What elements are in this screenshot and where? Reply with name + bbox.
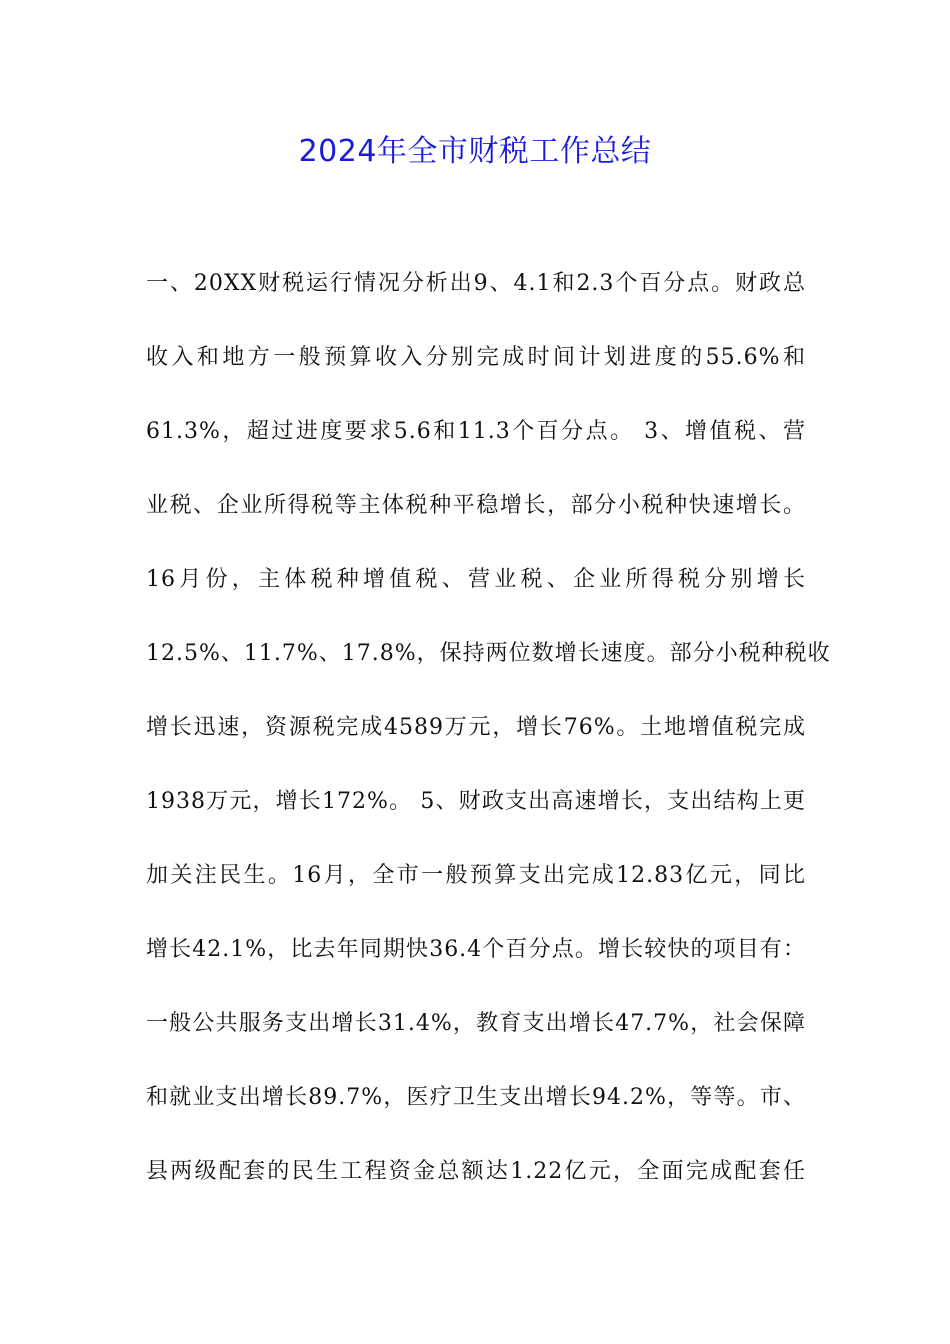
body-line-13: 县两级配套的民生工程资金总额达1.22亿元，全面完成配套任 [146, 1159, 806, 1184]
body-line-10: 增长42.1%，比去年同期快36.4个百分点。增长较快的项目有： [146, 937, 806, 962]
body-line-2: 收入和地方一般预算收入分别完成时间计划进度的55.6%和 [146, 345, 806, 370]
body-line-1: 一、20XX财税运行情况分析出9、4.1和2.3个百分点。财政总 [146, 271, 806, 296]
body-line-5: 16月份，主体税种增值税、营业税、企业所得税分别增长 [146, 567, 806, 592]
body-line-4: 业税、企业所得税等主体税种平稳增长，部分小税种快速增长。 [146, 493, 806, 518]
body-line-3: 61.3%，超过进度要求5.6和11.3个百分点。 3、增值税、营 [146, 419, 806, 444]
body-line-7: 增长迅速，资源税完成4589万元，增长76%。土地增值税完成 [146, 715, 806, 740]
body-line-8: 1938万元，增长172%。 5、财政支出高速增长，支出结构上更 [146, 789, 806, 814]
document-body [146, 262, 831, 1224]
body-line-12: 和就业支出增长89.7%，医疗卫生支出增长94.2%，等等。市、 [146, 1085, 806, 1110]
body-line-11: 一般公共服务支出增长31.4%，教育支出增长47.7%，社会保障 [146, 1011, 806, 1036]
document-title: 2024年全市财税工作总结 [298, 134, 652, 169]
body-line-6: 12.5%、11.7%、17.8%，保持两位数增长速度。部分小税种税收 [146, 641, 831, 666]
body-line-9: 加关注民生。16月，全市一般预算支出完成12.83亿元，同比 [146, 863, 806, 888]
